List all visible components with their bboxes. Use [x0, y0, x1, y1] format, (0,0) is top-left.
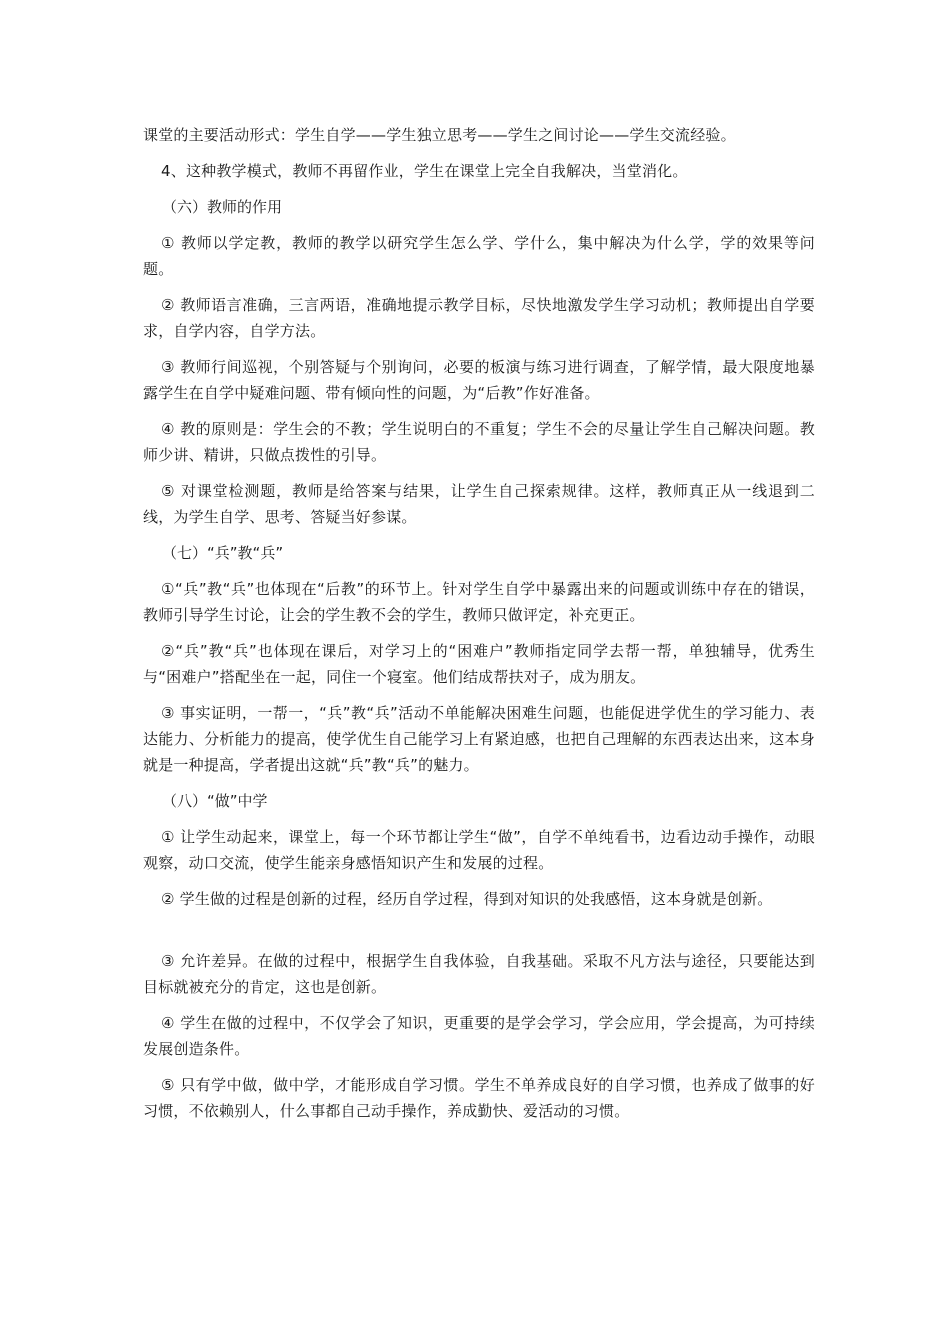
paragraph-activity-form: 课堂的主要活动形式：学生自学——学生独立思考——学生之间讨论——学生交流经验。	[143, 126, 736, 144]
section-heading-8: （八）“做”中学	[162, 792, 268, 810]
paragraph-6-5: ⑤ 对课堂检测题，教师是给答案与结果，让学生自己探索规律。这样，教师真正从一线退到二线，为学生自学、思考、答疑当好参谋。	[143, 482, 815, 526]
paragraph-6-4: ④ 教的原则是：学生会的不教；学生说明白的不重复；学生不会的尽量让学生自己解决问题。教师少讲、精讲，只做点拨性的引导。	[143, 420, 815, 464]
paragraph-6-2: ② 教师语言准确，三言两语，准确地提示教学目标，尽快地激发学生学习动机；教师提出自学要求，自学内容，自学方法。	[143, 296, 815, 340]
paragraph-8-5: ⑤ 只有学中做，做中学，才能形成自学习惯。学生不单养成良好的自学习惯，也养成了做事的好习惯，不依赖别人，什么事都自己动手操作，养成勤快、爱活动的习惯。	[143, 1076, 815, 1120]
paragraph-7-2: ②“兵”教“兵”也体现在课后，对学习上的“困难户”教师指定同学去帮一帮，单独辅导，优秀生与“困难户”搭配坐在一起，同住一个寝室。他们结成帮扶对子，成为朋友。	[143, 642, 815, 686]
paragraph-7-3: ③ 事实证明，一帮一，“兵”教“兵”活动不单能解决困难生问题，也能促进学优生的学习能力、表达能力、分析能力的提高，使学优生自己能学习上有紧迫感，也把自己理解的东西表达出来，这本身就是一种提高，学者提出这就“兵”教“兵”的魅力。	[143, 704, 815, 774]
section-heading-6: （六）教师的作用	[162, 198, 283, 216]
document-body	[143, 122, 815, 1124]
paragraph-item-4: 4、这种教学模式，教师不再留作业，学生在课堂上完全自我解决，当堂消化。	[161, 162, 688, 180]
paragraph-8-4: ④ 学生在做的过程中，不仅学会了知识，更重要的是学会学习，学会应用，学会提高，为可持续发展创造条件。	[143, 1014, 815, 1058]
paragraph-6-3: ③ 教师行间巡视，个别答疑与个别询问，必要的板演与练习进行调查，了解学情，最大限度地暴露学生在自学中疑难问题、带有倾向性的问题，为“后教”作好准备。	[143, 358, 815, 402]
paragraph-8-2: ② 学生做的过程是创新的过程，经历自学过程，得到对知识的处我感悟，这本身就是创新。	[161, 890, 773, 908]
paragraph-7-1: ①“兵”教“兵”也体现在“后教”的环节上。针对学生自学中暴露出来的问题或训练中存在的错误，教师引导学生讨论，让会的学生教不会的学生，教师只做评定，补充更正。	[143, 580, 815, 624]
paragraph-8-1: ① 让学生动起来，课堂上，每一个环节都让学生“做”，自学不单纯看书，边看边动手操作，动眼观察，动口交流，使学生能亲身感悟知识产生和发展的过程。	[143, 828, 815, 872]
section-heading-7: （七）“兵”教“兵”	[162, 544, 284, 562]
paragraph-6-1: ① 教师以学定教，教师的教学以研究学生怎么学、学什么，集中解决为什么学，学的效果等问题。	[143, 234, 815, 278]
paragraph-8-3: ③ 允许差异。在做的过程中，根据学生自我体验，自我基础。采取不凡方法与途径，只要能达到目标就被充分的肯定，这也是创新。	[143, 952, 815, 996]
